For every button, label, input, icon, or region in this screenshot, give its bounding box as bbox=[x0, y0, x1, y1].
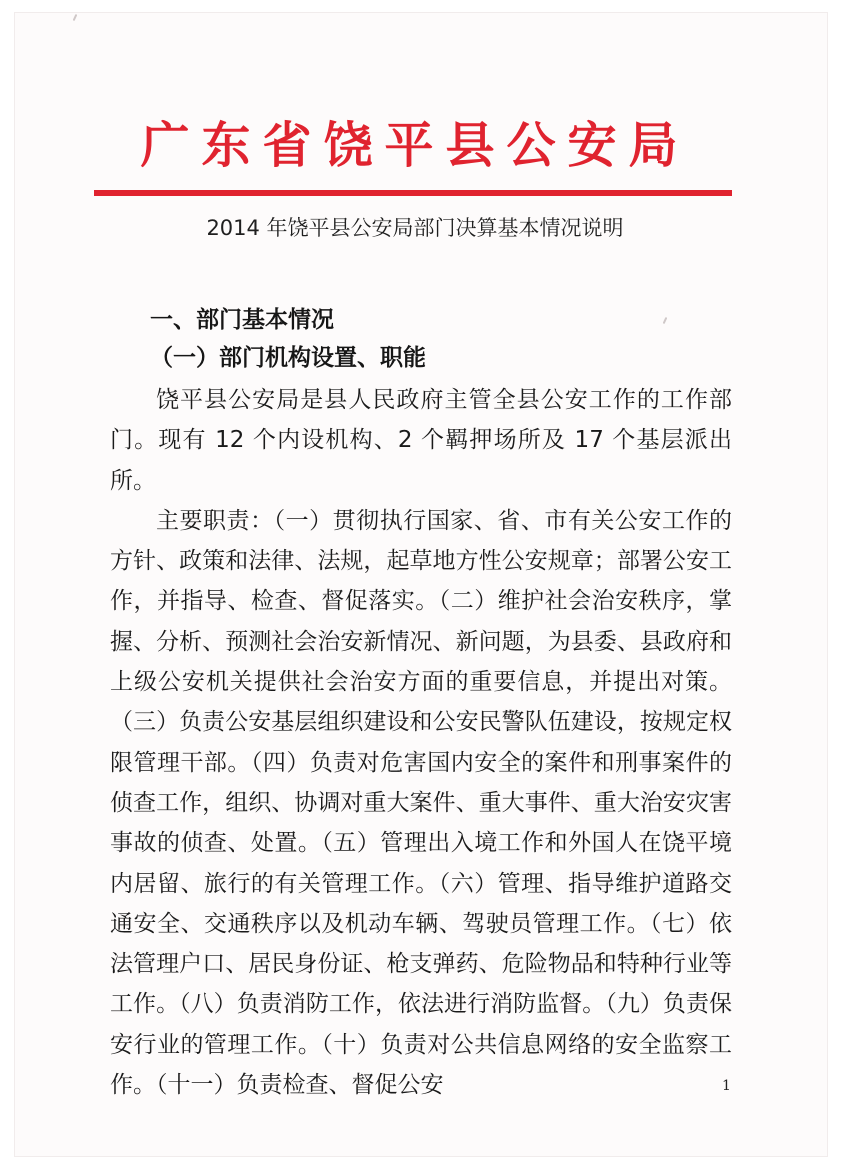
letterhead-title: 广东省饶平县公安局 bbox=[140, 116, 690, 174]
paper-speck bbox=[73, 14, 78, 21]
paragraph-overview: 饶平县公安局是县人民政府主管全县公安工作的工作部门。现有 12 个内设机构、2 个羁押场所及 17 个基层派出所。 bbox=[110, 387, 732, 494]
body-text bbox=[110, 380, 732, 1105]
letterhead-red-rule bbox=[94, 190, 732, 196]
paper-speck bbox=[663, 317, 668, 324]
subsection-heading: （一）部门机构设置、职能 bbox=[150, 345, 426, 371]
document-title: 2014 年饶平县公安局部门决算基本情况说明 bbox=[206, 216, 624, 240]
paragraph-responsibilities: 主要职责：（一）贯彻执行国家、省、市有关公安工作的方针、政策和法律、法规，起草地方性公安规章；部署公安工作，并指导、检查、督促落实。（二）维护社会治安秩序，掌握、分析、预测社会治安新情况、新问题，为县委、县政府和上级公安机关提供社会治安方面的重要信息，并提出对策。（三）负责公安基层组织建设和公安民警队伍建设，按规定权限管理干部。（四）负责对危害国内安全的案件和刑事案件的侦查工作，组织、协调对重大案件、重大事件、重大治安灾害事故的侦查、处置。（五）管理出入境工作和外国人在饶平境内居留、旅行的有关管理工作。（六）管理、指导维护道路交通安全、交通秩序以及机动车辆、驾驶员管理工作。（七）依法管理户口、居民身份证、枪支弹药、危险物品和特种行业等工作。（八）负责消防工作，依法进行消防监督。（九）负责保安行业的管理工作。（十）负责对公共信息网络的安全监察工作。（十一）负责检查、督促公安 bbox=[110, 507, 732, 1099]
section-heading: 一、部门基本情况 bbox=[150, 307, 334, 333]
page-number: 1 bbox=[722, 1078, 731, 1094]
